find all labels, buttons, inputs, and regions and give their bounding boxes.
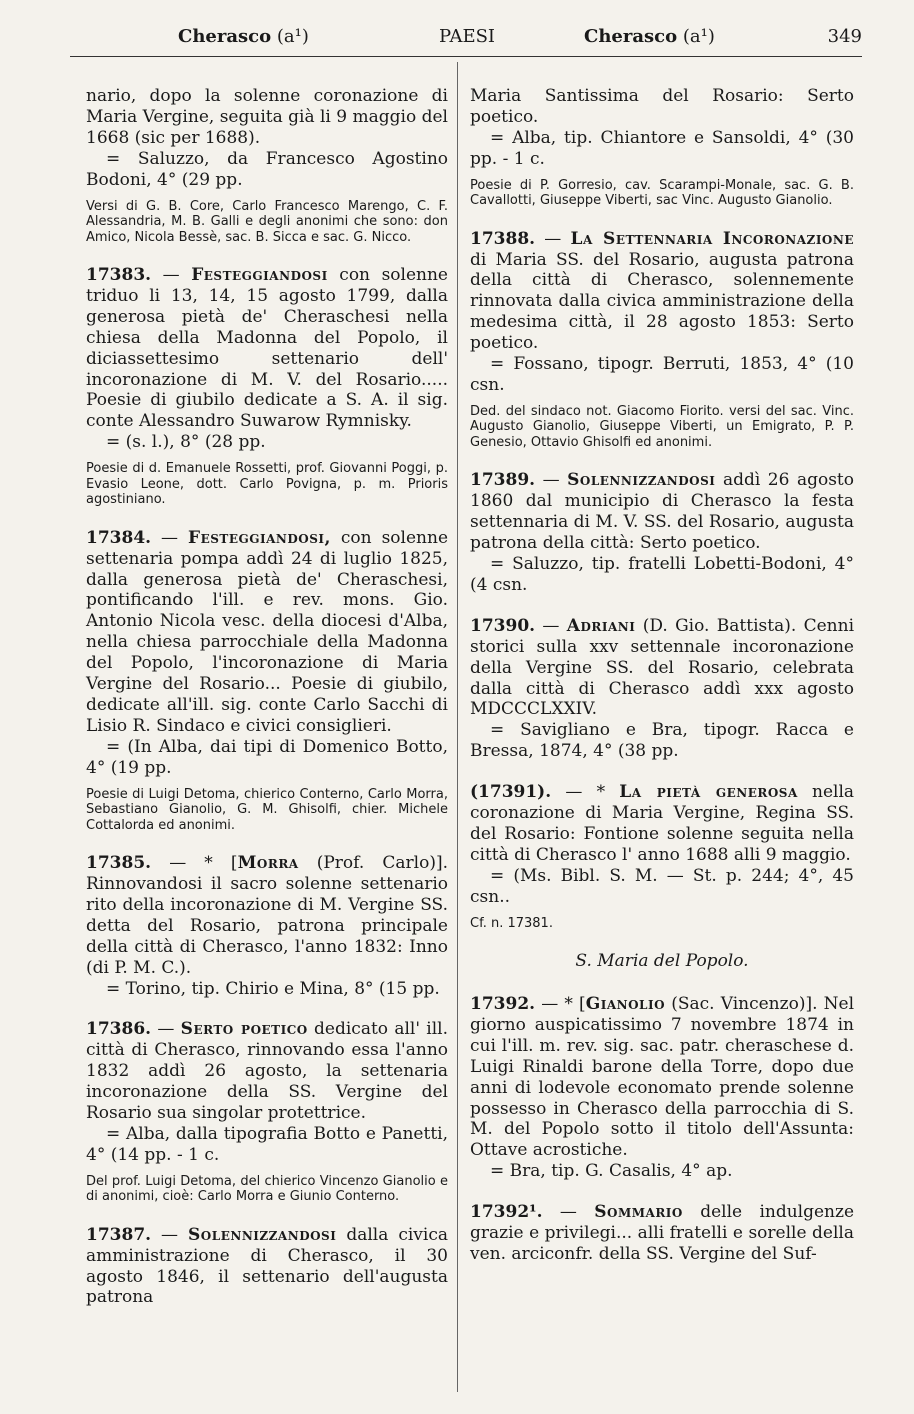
entry-17383: 17383. — Festeggiandosi con solenne triduo li 13, 14, 15 agosto 1799, dalla generosa pietà de' Cheraschesi nella chiesa della Madonna del Popolo, il diciassettesimo settenario dell' incoronazione di M. V. del Rosario..... Poesie di giubilo dedicate a S. A. il sig. conte Alessandro Suwarow Rymnisky. = (s. l.), 8° (28 pp. Poesie di d. Emanuele Rossetti, prof. Giovanni Poggi, p. Evasio Leone, dott. Carlo Povigna, p. m. Prioris agostiniano.: [86, 265, 448, 508]
header-right: Cherasco (a¹): [584, 26, 715, 47]
entry-17386: 17386. — Serto poetico dedicato all' ill. città di Cherasco, rinnovando essa l'anno 1832 addì 26 agosto, la settenaria incoronazione della SS. Vergine del Rosario sua singolar protettrice. = Alba, dalla tipografia Botto e Panetti, 4° (14 pp. - 1 c. Del prof. Luigi Detoma, del chierico Vincenzo Gianolio e di anonimi, cioè: Carlo Morra e Giunio Conterno.: [86, 1019, 449, 1205]
entry-17392: 17392. — * [Gianolio (Sac. Vincenzo)]. Nel giorno auspicatissimo 7 novembre 1874 in cui l'ill. m. rev. sig. sac. patr. cheraschese d. Luigi Rinaldi barone della Torre, dopo due anni di lodevole economato prende solenne possesso in Cherasco della parrocchia di S. M. del Popolo sotto il titolo dell'Assunta: Ottave acrostiche. = Bra, tip. G. Casalis, 4° ap.: [470, 994, 855, 1182]
entry-17389: 17389. — Solennizzandosi addì 26 agosto 1860 dal municipio di Cherasco la festa settennaria di M. V. SS. del Rosario, augusta patrona della città: Serto poetico. = Saluzzo, tip. fratelli Lobetti-Bodoni, 4° (4 csn.: [470, 470, 855, 595]
page-header: [70, 16, 862, 57]
section-title: S. Maria del Popolo.: [575, 951, 749, 972]
entry-17387: 17387. — Solennizzandosi dalla civica amministrazione di Cherasco, il 30 agosto 1846, il settenario dell'augusta patrona: [86, 1224, 448, 1308]
entry-17388: 17388. — La Settennaria Incoronazione di Maria SS. del Rosario, augusta patrona della città di Cherasco, solennemente rinnovata dalla civica amministrazione della medesima città, il 28 agosto 1853: Serto poetico. = Fossano, tipogr. Berruti, 1853, 4° (10 csn. Ded. del sindaco not. Giacomo Fiorito. versi del sac. Vinc. Augusto Gianolio, Giuseppe Viberti, un Emigrato, P. P. Genesio, Ottavio Ghisolfi ed anonimi.: [470, 228, 854, 450]
entry-17384: 17384. — Festeggiandosi, con solenne settenaria pompa addì 24 di luglio 1825, dalla generosa pietà de' Cheraschesi, pontificando l'ill. e rev. mons. Gio. Antonio Nicola vesc. della diocesi d'Alba, nella chiesa parrocchiale della Madonna del Popolo, l'incoronazione di Maria Vergine del Rosario... Poesie di giubilo, dedicate all'ill. sig. conte Carlo Sacchi di Lisio R. Sindaco e civici consiglieri. = (In Alba, dai tipi di Domenico Botto, 4° (19 pp. Poesie di Luigi Detoma, chierico Conterno, Carlo Morra, Sebastiano Gianolio, G. M. Ghisolfi, chier. Michele Cottalorda ed anonimi.: [86, 527, 448, 833]
left-column: [86, 86, 448, 1328]
entry-17391: (17391). — * La pietà generosa nella coronazione di Maria Vergine, Regina SS. del Rosario: Fontione solenne seguita nella città di Cherasco l' anno 1688 alli 9 maggio. = (Ms. Bibl. S. M. — St. p. 244; 4°, 45 csn.. Cf. n. 17381.: [470, 782, 855, 931]
entry-continued-right: Maria Santissima del Rosario: Serto poetico. = Alba, tip. Chiantore e Sansoldi, 4° (30 pp. - 1 c. Poesie di P. Gorresio, cav. Scarampi-Monale, sac. G. B. Cavallotti, Giuseppe Viberti, sac Vinc. Augusto Gianolio.: [470, 86, 854, 209]
entry-continued: nario, dopo la solenne coronazione di Maria Vergine, seguita già li 9 maggio del 1668 (sic per 1688). = Saluzzo, da Francesco Agostino Bodoni, 4° (29 pp. Versi di G. B. Core, Carlo Francesco Marengo, C. F. Alessandria, M. B. Galli e degli anonimi che sono: don Amico, Nicola Bessè, sac. B. Sicca e sac. G. Nicco.: [86, 86, 448, 245]
header-left: Cherasco (a¹): [178, 26, 309, 47]
right-column: [470, 86, 854, 1285]
page-number: 349: [827, 26, 862, 47]
column-divider: [457, 62, 458, 1392]
entry-17385: 17385. — * [Morra (Prof. Carlo)]. Rinnovandosi il sacro solenne settenario rito della incoronazione di M. Vergine SS. detta del Rosario, patrona principale della città di Cherasco, l'anno 1832: Inno (di P. M. C.). = Torino, tip. Chirio e Mina, 8° (15 pp.: [86, 853, 448, 999]
header-center: PAESI: [439, 26, 496, 47]
entry-17392-1: 17392¹. — Sommario delle indulgenze grazie e privilegi... alli fratelli e sorelle della ven. arciconfr. della SS. Vergine del Suf-: [470, 1202, 855, 1264]
entry-17390: 17390. — Adriani (D. Gio. Battista). Cenni storici sulla xxv settennale incoronazione della Vergine SS. del Rosario, celebrata dalla città di Cherasco addì xxx agosto MDCCCLXXIV. = Savigliano e Bra, tipogr. Racca e Bressa, 1874, 4° (38 pp.: [470, 615, 855, 762]
